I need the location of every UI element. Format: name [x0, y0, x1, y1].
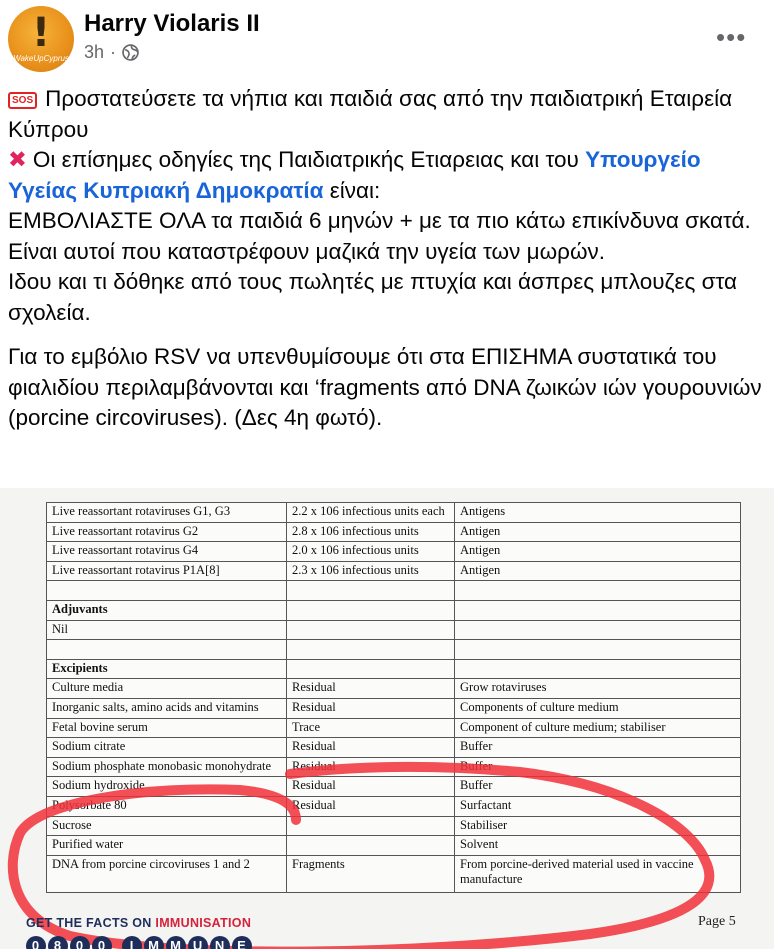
- table-row: [47, 718, 741, 738]
- table-cell: Polysorbate 80: [47, 796, 287, 816]
- table-row: [47, 561, 741, 581]
- table-cell: [455, 659, 741, 679]
- table-cell: Nil: [47, 620, 287, 640]
- post-line-6: Για το εμβόλιο RSV να υπενθυμίσουμε ότι στα ΕΠΙΣΗΜΑ συστατικά του φιαλιδίου περιλαμβάνονται και ‘fragments από DNA ζωικών ιών γουρουνιών (porcine circoviruses). (Δες 4η φωτό).: [8, 344, 762, 430]
- table-row: [47, 581, 741, 601]
- table-row: [47, 836, 741, 856]
- table-cell: Sodium citrate: [47, 738, 287, 758]
- table-row: [47, 620, 741, 640]
- table-row: [47, 503, 741, 523]
- table-cell: Surfactant: [455, 796, 741, 816]
- table-cell: Culture media: [47, 679, 287, 699]
- post-line-5: Ιδου και τι δόθηκε από τους πωλητές με πτυχία και άσπρες μπλουζες στα σχολεία.: [8, 269, 738, 325]
- post-body: [8, 84, 766, 434]
- table-cell: Fetal bovine serum: [47, 718, 287, 738]
- table-cell: Residual: [287, 738, 455, 758]
- phone-digits: [26, 936, 114, 949]
- red-x-icon: ✖: [8, 147, 27, 173]
- facts-text-a: GET THE FACTS ON: [26, 916, 156, 930]
- more-options-button[interactable]: •••: [716, 22, 747, 52]
- table-cell: DNA from porcine circoviruses 1 and 2: [47, 855, 287, 892]
- table-cell: [287, 600, 455, 620]
- table-cell: Residual: [287, 698, 455, 718]
- table-cell: [287, 816, 455, 836]
- table-cell: Live reassortant rotavirus P1A[8]: [47, 561, 287, 581]
- table-row: [47, 640, 741, 660]
- table-cell: [287, 640, 455, 660]
- avatar-exclamation-icon: !: [31, 10, 51, 56]
- table-cell: Antigens: [455, 503, 741, 523]
- table-cell: Live reassortant rotavirus G4: [47, 542, 287, 562]
- post-line-1-text: Προστατεύσετε τα νήπια και παιδιά σας από την παιδιατρική Εταιρεία Κύπρου: [8, 86, 733, 142]
- table-cell: Residual: [287, 796, 455, 816]
- table-cell: Residual: [287, 679, 455, 699]
- sos-icon: SOS: [8, 92, 37, 109]
- table-row: [47, 522, 741, 542]
- table-row: [47, 659, 741, 679]
- table-cell: [455, 620, 741, 640]
- table-cell: Antigen: [455, 561, 741, 581]
- phone-word: [122, 936, 254, 949]
- ministry-link[interactable]: Υπουργείο Υγείας Κυπριακή Δημοκρατία: [8, 147, 701, 203]
- table-cell: Sodium hydroxide: [47, 777, 287, 797]
- table-body: [47, 503, 741, 893]
- meta-separator: ·: [110, 42, 117, 62]
- table-cell: Excipients: [47, 659, 287, 679]
- table-cell: Buffer: [455, 757, 741, 777]
- vaccine-ingredients-table: [46, 502, 741, 893]
- table-cell: [287, 581, 455, 601]
- table-cell: Buffer: [455, 738, 741, 758]
- page-number: Page 5: [698, 914, 736, 929]
- table-cell: Solvent: [455, 836, 741, 856]
- table-cell: From porcine-derived material used in vaccine manufacture: [455, 855, 741, 892]
- table-cell: Purified water: [47, 836, 287, 856]
- table-cell: Component of culture medium; stabiliser: [455, 718, 741, 738]
- table-cell: 2.2 x 106 infectious units each: [287, 503, 455, 523]
- post-time[interactable]: 3h: [84, 42, 105, 62]
- phone-char: E: [232, 936, 252, 949]
- phone-char: 8: [48, 936, 68, 949]
- table-cell: Buffer: [455, 777, 741, 797]
- table-row: [47, 855, 741, 892]
- avatar-brand-text: WakeUpCyprus: [13, 54, 69, 63]
- globe-icon[interactable]: [122, 44, 139, 61]
- attached-document-image[interactable]: [0, 488, 774, 949]
- table-cell: Sodium phosphate monobasic monohydrate: [47, 757, 287, 777]
- table-cell: Sucrose: [47, 816, 287, 836]
- table-row: [47, 542, 741, 562]
- table-cell: Stabiliser: [455, 816, 741, 836]
- table-cell: 2.3 x 106 infectious units: [287, 561, 455, 581]
- table-cell: Antigen: [455, 522, 741, 542]
- table-cell: Components of culture medium: [455, 698, 741, 718]
- phone-char: N: [210, 936, 230, 949]
- table-row: [47, 738, 741, 758]
- phone-char: U: [188, 936, 208, 949]
- post-line-2-post: είναι:: [323, 177, 381, 203]
- table-row: [47, 796, 741, 816]
- table-cell: Live reassortant rotaviruses G1, G3: [47, 503, 287, 523]
- paragraph-gap: [8, 328, 766, 342]
- facts-text-b: IMMUNISATION: [155, 916, 252, 930]
- table-cell: Fragments: [287, 855, 455, 892]
- table-cell: 2.0 x 106 infectious units: [287, 542, 455, 562]
- author-name[interactable]: Harry Violaris II: [84, 10, 260, 37]
- table-cell: [287, 620, 455, 640]
- post-line-2: [8, 145, 766, 206]
- phone-char: I: [122, 936, 142, 949]
- table-row: [47, 600, 741, 620]
- author-avatar[interactable]: [8, 6, 74, 72]
- table-cell: Residual: [287, 777, 455, 797]
- post-header: [0, 0, 774, 80]
- phone-char: 0: [70, 936, 90, 949]
- table-cell: [47, 581, 287, 601]
- table-row: [47, 698, 741, 718]
- phone-number-logo: [26, 934, 256, 949]
- phone-char: 0: [92, 936, 112, 949]
- table-cell: [455, 640, 741, 660]
- phone-char: M: [166, 936, 186, 949]
- table-cell: Live reassortant rotavirus G2: [47, 522, 287, 542]
- post-line-2-pre: Οι επίσημες οδηγίες της Παιδιατρικής Ετιαρειας και του: [32, 147, 586, 172]
- phone-char: 0: [26, 936, 46, 949]
- facts-footer: [26, 916, 251, 930]
- table-cell: [455, 581, 741, 601]
- table-row: [47, 679, 741, 699]
- table-cell: Trace: [287, 718, 455, 738]
- post-line-3: ΕΜΒΟΛΙΑΣΤΕ ΟΛΑ τα παιδιά 6 μηνών + με τα πιο κάτω επικίνδυνα σκατά.: [8, 208, 751, 233]
- table-cell: [455, 600, 741, 620]
- table-row: [47, 757, 741, 777]
- table-cell: Grow rotaviruses: [455, 679, 741, 699]
- table-cell: 2.8 x 106 infectious units: [287, 522, 455, 542]
- table-cell: [287, 836, 455, 856]
- table-cell: Inorganic salts, amino acids and vitamins: [47, 698, 287, 718]
- table-cell: Antigen: [455, 542, 741, 562]
- table-cell: [47, 640, 287, 660]
- post-line-4: Είναι αυτοί που καταστρέφουν μαζικά την υγεία των μωρών.: [8, 238, 606, 264]
- table-row: [47, 816, 741, 836]
- post-meta: [84, 42, 139, 63]
- table-cell: [287, 659, 455, 679]
- post-line-1: [8, 84, 766, 145]
- table-cell: Adjuvants: [47, 600, 287, 620]
- phone-char: M: [144, 936, 164, 949]
- table-cell: Residual: [287, 757, 455, 777]
- table-row: [47, 777, 741, 797]
